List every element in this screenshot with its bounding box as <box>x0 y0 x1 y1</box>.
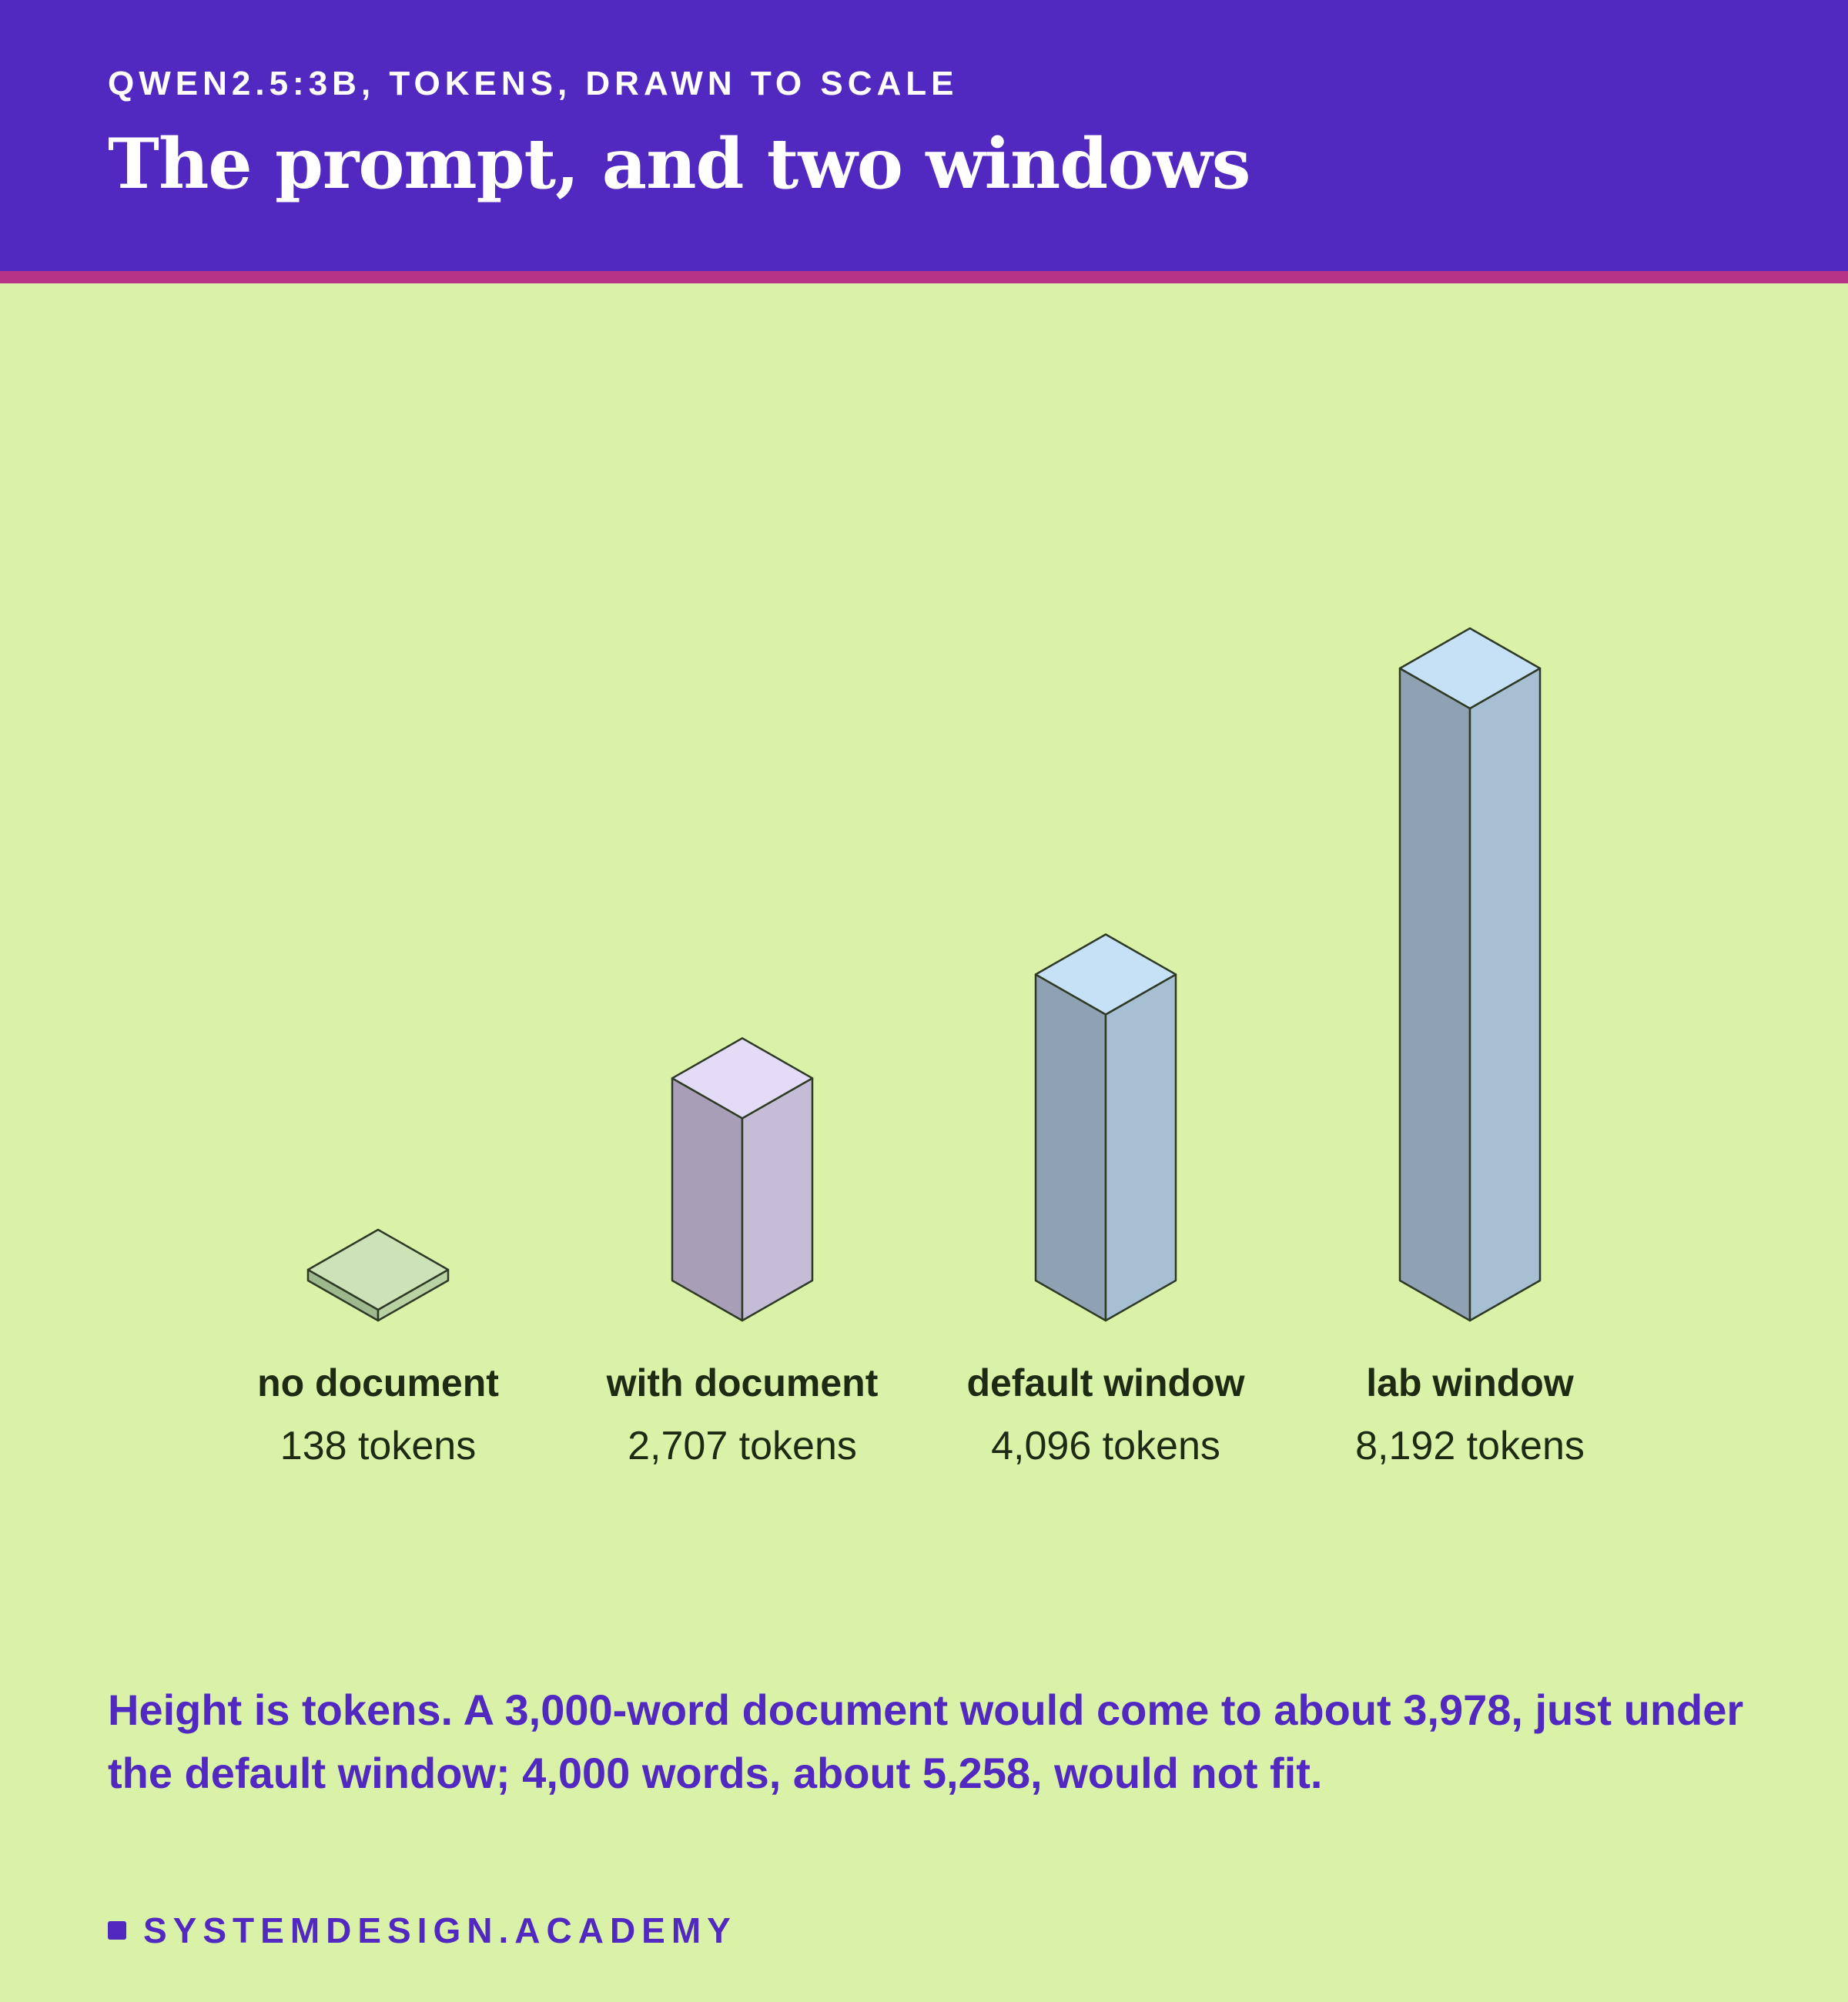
value-label: 2,707 tokens <box>628 1424 857 1468</box>
category-label: with document <box>606 1361 879 1404</box>
bar-top-face <box>308 1230 448 1310</box>
footer <box>108 1910 737 1951</box>
value-label: 4,096 tokens <box>991 1424 1220 1468</box>
brand-name: SYSTEMDESIGN.ACADEMY <box>143 1910 737 1950</box>
value-label: 8,192 tokens <box>1355 1424 1585 1468</box>
bar-right-face <box>1470 668 1540 1321</box>
bar-left-face <box>1400 668 1470 1321</box>
header-rule <box>0 271 1848 283</box>
category-label: lab window <box>1366 1361 1574 1404</box>
bar-right-face <box>742 1078 812 1321</box>
page-title: The prompt, and two windows <box>108 123 1250 205</box>
eyebrow: QWEN2.5:3B, TOKENS, DRAWN TO SCALE <box>108 65 959 102</box>
category-label: no document <box>257 1361 499 1404</box>
bar-left-face <box>672 1078 742 1321</box>
bar-right-face <box>1106 975 1176 1321</box>
brand-square-icon <box>108 1921 126 1940</box>
value-label: 138 tokens <box>280 1424 477 1468</box>
isometric-bar-chart <box>0 283 1848 1515</box>
category-label: default window <box>966 1361 1245 1404</box>
bar-left-face <box>1036 975 1106 1321</box>
caption: Height is tokens. A 3,000-word document would come to about 3,978, just under the default window; 4,000 words, about 5,258, would not fit. <box>108 1686 1744 1797</box>
